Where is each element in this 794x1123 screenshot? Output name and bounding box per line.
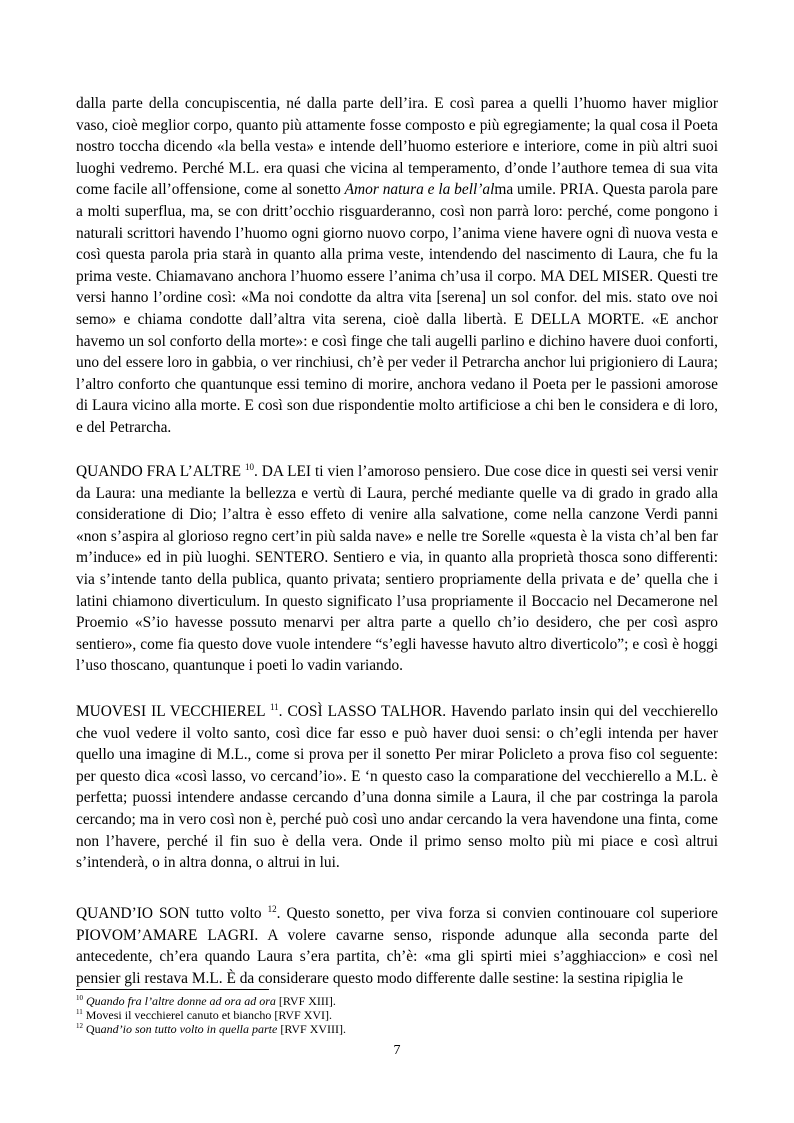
- paragraph-text: QUANDO FRA L’ALTRE: [76, 463, 245, 480]
- footnote-number: 10: [76, 994, 83, 1002]
- paragraph-text: MUOVESI IL VECCHIEREL: [76, 703, 270, 720]
- paragraph-text: ma umile. PRIA. Questa parola pare a molti superflua, ma, se con dritt’occhio risguarderanno, così non parrà loro: perché, come pongono i naturali scrittori havendo l’huomo ogni giorno nuovo corpo, l’anima viene havere ogni dì nuova vesta e così questa parola pria starà in quanto alla prima veste, intendendo del nascimento di Laura, che fu la prima veste. Chiamavano anchora l’huomo essere l’anima ch’usa il corpo. MA DEL MISER. Questi tre versi hanno l’ordine così: «Ma noi condotte da altra vita [serena] un sol confor. del mis. stato ove noi semo» e chiama condotte dall’altra vita serena, cioè dalla libertà. E DELLA MORTE. «E anchor havemo un sol conforto della morte»: e così finge che tali augelli parlino e dichino havere duoi conforti, uno del essere loro in gabbia, o ver rinchiusi, ch’è per veder il Petrarcha anchor lui prigioniero di Laura; l’altro conforto che quantunque essi temino di morire, anchora vedano il Poeta per le passioni amorose di Laura vicino alla morte. E così son due rispondentie molto artificiose a chi ben le considera e di loro, e del Petrarcha.: [76, 181, 718, 436]
- footnote-10: [76, 995, 718, 1008]
- footnote-number: 11: [76, 1008, 83, 1016]
- paragraph-text: QUAND’IO SON tutto volto: [76, 905, 268, 922]
- paragraph-commentary-3: [76, 701, 718, 874]
- footnote-text: [RVF XVIII].: [277, 1022, 347, 1036]
- footnote-12: [76, 1023, 718, 1036]
- paragraph-text: . COSÌ LASSO TALHOR. Havendo parlato insin qui del vecchierello che vuol vedere il volto santo, così dice far esso e può haver duoi sensi: o ch’egli intenda per haver quello una imagine di M.L., come si prova per il sonetto Per mirar Policleto a prova fiso col seguente: per questo dica «così lasso, vo cercand’io». E ‘n questo caso la comparatione del vecchierello a M.L. è perfetta; puossi intendere andasse cercando d’una donna simile a Laura, il che par costringa la parola cercando; ma in vero così non è, perché può così uno andar cercando la vera havendone una finta, come non l’havere, perché il fin suo è della vera. Onde il primo senso molto più mi piace e così altrui s’intenderà, o in altra donna, o altrui in lui.: [76, 703, 718, 872]
- footnote-text: Movesi il vecchierel canuto et biancho [RVF XVI].: [85, 1008, 333, 1022]
- sonnet-title-italic: Amor natura e la bell’al: [344, 181, 495, 199]
- paragraph-commentary-4: [76, 903, 718, 989]
- footnote-italic: Quando fra l’altre donne ad ora ad ora: [86, 994, 276, 1008]
- footnote-text: [RVF XIII].: [275, 994, 336, 1008]
- page-number: 7: [393, 1043, 401, 1058]
- paragraph-text: . Questo sonetto, per viva forza si convien continouare col superiore PIOVOM’AMARE LAGRI. A volere cavarne senso, risponde adunque alla seconda parte del antecedente, ch’era quando Laura s’era partita, ch’è: «ma gli spirti miei s’agghiaccion» e così nel pensier gli restava M.L. È da considerare questo modo differente dalle sestine: la sestina ripiglia le: [76, 905, 718, 987]
- footnote-11: [76, 1009, 718, 1022]
- footnote-ref[interactable]: 11: [269, 701, 279, 712]
- footnote-number: 12: [76, 1022, 83, 1030]
- footnote-text: Qu: [86, 1022, 101, 1036]
- footnote-italic: and’io son tutto volto in quella parte: [100, 1022, 278, 1036]
- footnote-separator: [76, 989, 269, 990]
- paragraph-text: dalla parte della concupiscentia, né dalla parte dell’ira. E così parea a quelli l’huomo haver miglior vaso, cioè meglior corpo, quanto più attamente fosse composto e più egregiamente; la qual cosa il Poeta nostro toccha dicendo «la bella vesta» e intende dell’huomo esteriore e interiore, come in più altri suoi luoghi vedremo. Perché M.L. era quasi che vicina al temperamento, d’onde l’authore temea di sua vita come facile all’offensione, come al sonetto: [76, 95, 718, 199]
- paragraph-text: . DA LEI ti vien l’amoroso pensiero. Due cose dice in questi sei versi venir da Laura: una mediante la bellezza e vertù di Laura, perché mediante quelle va di grado in grado alla consideratione di Dio; l’altra è esso effeto di venire alla salvatione, come nella canzone Verdi panni «non s’aspira al glorioso regno cert’in più salda nave» e nelle tre Sorelle «questa è la vista ch’al ben far m’induce» ed in più luoghi. SENTERO. Sentiero e via, in quanto alla proprietà thosca sono differenti: via s’intende tanto della publica, quanto privata; sentiero propriamente della privata e de’ quella che i latini chiamono diverticulum. In questo significato l’usa propriamente il Boccacio nel Decamerone nel Proemio «S’io havesse possuto menarvi per altra parte a quello ch’io desidero, che per così aspro sentiero», come fia questo dove vuole intendere “s’egli havesse havuto altro diverticolo”; e così è hoggi l’uso thoscano, quantunque i poeti lo vadin variando.: [76, 463, 718, 675]
- paragraph-commentary-2: [76, 461, 718, 677]
- footnote-ref[interactable]: 12: [267, 903, 277, 914]
- paragraph-commentary-1: [76, 93, 718, 439]
- footnote-ref[interactable]: 10: [244, 461, 254, 472]
